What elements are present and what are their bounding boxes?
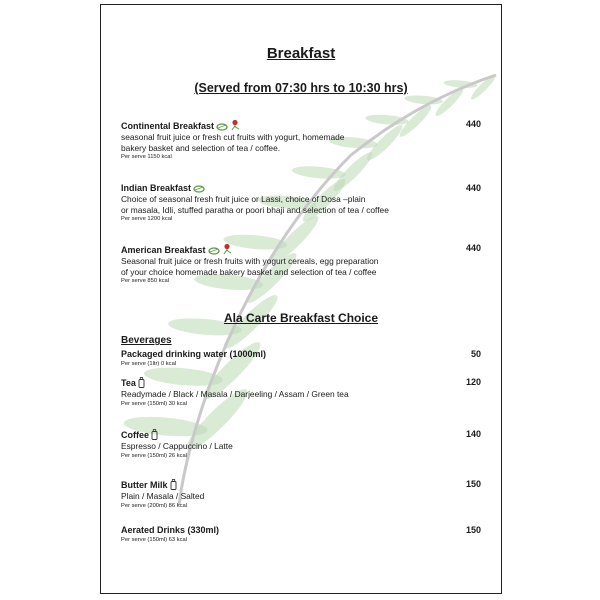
section-title: Ala Carte Breakfast Choice xyxy=(223,311,379,325)
item-name-text: Continental Breakfast xyxy=(121,121,215,131)
item-calories: Per serve (1ltr) 0 kcal xyxy=(121,361,177,367)
breakfast-item xyxy=(121,183,481,223)
item-name-text: American Breakfast xyxy=(121,245,206,255)
bottle-icon xyxy=(170,479,177,490)
beverage-item xyxy=(121,525,481,544)
beverage-item xyxy=(121,377,481,408)
item-price: 120 xyxy=(465,377,481,387)
veg-leaf-icon xyxy=(193,184,205,193)
item-calories: Per serve (150ml) 30 kcal xyxy=(121,400,188,407)
item-name xyxy=(121,479,481,491)
item-name-text: Tea xyxy=(121,378,136,388)
item-price: 440 xyxy=(465,183,481,193)
item-description-line: seasonal fruit juice or fresh cut fruits with yogurt, homemade xyxy=(121,132,345,142)
item-name-text: Aerated Drinks (330ml) xyxy=(121,525,220,535)
item-description-line: Plain / Masala / Salted xyxy=(121,491,205,501)
item-price: 440 xyxy=(465,119,481,129)
item-price: 150 xyxy=(465,479,481,489)
item-calories: Per serve (150ml) 63 kcal xyxy=(121,537,188,543)
item-name xyxy=(121,525,481,536)
item-description-line: bakery basket and selection of tea / coffee. xyxy=(121,142,281,153)
veg-leaf-icon xyxy=(216,122,228,131)
item-price: 440 xyxy=(465,243,481,253)
item-name xyxy=(121,243,481,256)
beverages-heading: Beverages xyxy=(121,335,172,346)
item-name-text: Coffee xyxy=(121,430,150,440)
item-calories: Per serve 1150 kcal xyxy=(121,154,172,160)
breakfast-item xyxy=(121,243,481,285)
item-name xyxy=(121,349,481,360)
item-name-text: Butter Milk xyxy=(121,480,168,490)
beverage-item xyxy=(121,349,481,368)
breakfast-item xyxy=(121,119,481,161)
page-title: Breakfast xyxy=(266,45,336,62)
item-description-line: or masala, Idli, stuffed paratha or poori bhaji and selection of tea / coffee xyxy=(121,204,389,215)
bottle-icon xyxy=(138,377,145,388)
vegan-flower-icon xyxy=(222,243,232,255)
menu-page xyxy=(100,4,502,594)
item-name-text: Indian Breakfast xyxy=(121,183,192,193)
item-description-line: Readymade / Black / Masala / Darjeeling / Assam / Green tea xyxy=(121,389,349,399)
item-price: 140 xyxy=(465,429,481,439)
beverage-item xyxy=(121,429,481,460)
item-calories: Per serve (150ml) 26 kcal xyxy=(121,452,188,459)
item-description-line: Choice of seasonal fresh fruit juice or Lassi, choice of Dosa –plain xyxy=(121,194,366,204)
item-name xyxy=(121,377,481,389)
vegan-flower-icon xyxy=(230,119,240,131)
item-price: 150 xyxy=(465,525,481,535)
bottle-icon xyxy=(151,429,158,440)
item-calories: Per serve 850 kcal xyxy=(121,278,170,284)
item-description-line: Espresso / Cappuccino / Latte xyxy=(121,441,233,451)
item-name xyxy=(121,119,481,132)
item-calories: Per serve (200ml) 86 kcal xyxy=(121,502,188,509)
item-name xyxy=(121,429,481,441)
item-price: 50 xyxy=(470,349,481,359)
item-description-line: of your choice homemade bakery basket and selection of tea / coffee xyxy=(121,266,377,277)
menu-content xyxy=(101,5,501,593)
serving-hours: (Served from 07:30 hrs to 10:30 hrs) xyxy=(194,81,408,95)
item-name-text: Packaged drinking water (1000ml) xyxy=(121,349,267,359)
beverage-item xyxy=(121,479,481,510)
item-calories: Per serve 1200 kcal xyxy=(121,216,173,222)
item-name xyxy=(121,183,481,194)
item-description-line: Seasonal fruit juice or fresh fruits with yogurt cereals, egg preparation xyxy=(121,256,379,266)
veg-leaf-icon xyxy=(208,246,220,255)
